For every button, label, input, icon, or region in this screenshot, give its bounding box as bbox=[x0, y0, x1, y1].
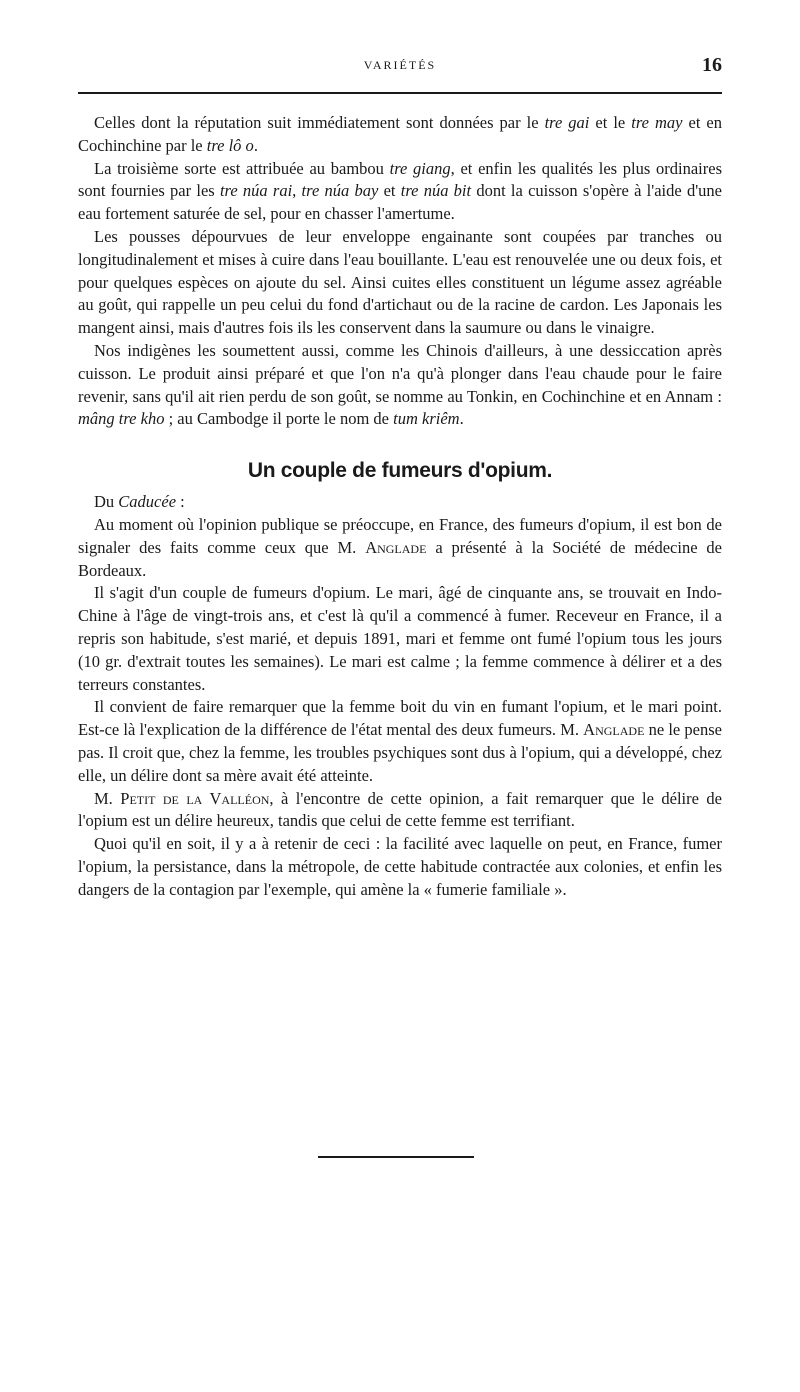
paragraph: La troisième sorte est attribuée au bambou tre giang, et enfin les qualités les plus ordinaires sont fournies par les tre núa rai, tre núa bay et tre núa bit dont la cuisson s'opère à l'aide d'une eau fortement saturée de sel, pour en chasser l'amertume. bbox=[78, 158, 722, 224]
person-name: Petit de la Valléon bbox=[120, 788, 270, 808]
running-title: VARIÉTÉS bbox=[363, 58, 437, 72]
bamboo-name: tre núa bay bbox=[301, 181, 379, 201]
source-name: Caducée bbox=[118, 492, 177, 512]
source-line: Du Caducée : bbox=[94, 492, 185, 512]
paragraph: Il convient de faire remarquer que la femme boit du vin en fumant l'opium, et le mari point. Est-ce là l'explication de la différence de l'état mental des deux fumeurs. M. Anglade ne le pense pas. Il croit que, chez la femme, les troubles psychiques sont dus à l'opium, qui a développé, chez elle, un délire dont sa mère avait été atteinte. bbox=[78, 697, 722, 785]
paragraph: Quoi qu'il en soit, il y a à retenir de ceci : la facilité avec laquelle on peut, en France, fumer l'opium, la persistance, dans la métropole, de cette habitude contractée aux colonies, et enfin les dangers de la contagion par l'exemple, qui amène la « fumerie familiale ». bbox=[78, 834, 722, 899]
product-name: tum kriêm bbox=[393, 409, 460, 429]
header-rule bbox=[78, 92, 722, 94]
running-head bbox=[78, 54, 722, 78]
person-name: Anglade bbox=[583, 720, 645, 740]
person-name: Anglade bbox=[365, 537, 427, 557]
paragraph: M. Petit de la Valléon, à l'encontre de cette opinion, a fait remarquer que le délire de l'opium est un délire heureux, tandis que celui de cette femme est terrifiant. bbox=[78, 788, 723, 831]
paragraph: Celles dont la réputation suit immédiatement sont données par le tre gai et le tre may et en Cochinchine par le tre lô o. bbox=[78, 113, 723, 155]
paragraph: Il s'agit d'un couple de fumeurs d'opium. Le mari, âgé de cinquante ans, se trouvait en Indo-Chine à l'âge de vingt-trois ans, et c'est là qu'il a commencé à fumer. Receveur en France, il a repris son habitude, s'est marié, et depuis 1891, mari et femme ont fumé l'opium tous les jours (10 gr. d'extrait toutes les semaines). Le mari est calme ; la femme commence à délirer et a des terreurs constantes. bbox=[78, 583, 722, 694]
section-title: Un couple de fumeurs d'opium. bbox=[247, 459, 553, 483]
paragraph: Les pousses dépourvues de leur enveloppe engainante sont coupées par tranches ou longitudinalement et mises à cuire dans l'eau bouillante. L'eau est renouvelée une ou deux fois, et pour quelques espèces on ajoute du sel. Ainsi cuites elles constituent un légume assez agréable au goût, qui rappelle un peu celui du fond d'artichaut ou de la racine de cardon. Les Japonais les mangent ainsi, mais d'autres fois ils les conservent dans la saumure ou dans le vinaigre. bbox=[78, 226, 722, 338]
bamboo-name: tre núa rai bbox=[219, 181, 293, 201]
article-body bbox=[78, 112, 722, 902]
product-name: mâng tre kho bbox=[78, 409, 165, 429]
paragraph: Au moment où l'opinion publique se préoccupe, en France, des fumeurs d'opium, il est bon de signaler des faits comme ceux que M. Anglade a présenté à la Société de médecine de Bordeaux. bbox=[78, 514, 722, 580]
paragraph: Nos indigènes les soumettent aussi, comme les Chinois d'ailleurs, à une dessiccation après cuisson. Le produit ainsi préparé et que l'on n'a qu'à plonger dans l'eau chaude pour le faire revenir, sans qu'il ait rien perdu de son goût, se nomme au Tonkin, en Cochinchine et en Annam : mâng tre kho ; au Cambodge il porte le nom de tum kriêm. bbox=[78, 340, 722, 429]
bamboo-name: tre giang bbox=[389, 158, 451, 178]
bamboo-name: tre gai bbox=[544, 113, 590, 132]
bamboo-name: tre núa bit bbox=[400, 181, 472, 201]
end-rule bbox=[318, 1156, 474, 1158]
bamboo-name: tre lô o bbox=[206, 135, 254, 155]
page-number: 16 bbox=[702, 54, 722, 76]
bamboo-name: tre may bbox=[631, 113, 683, 132]
